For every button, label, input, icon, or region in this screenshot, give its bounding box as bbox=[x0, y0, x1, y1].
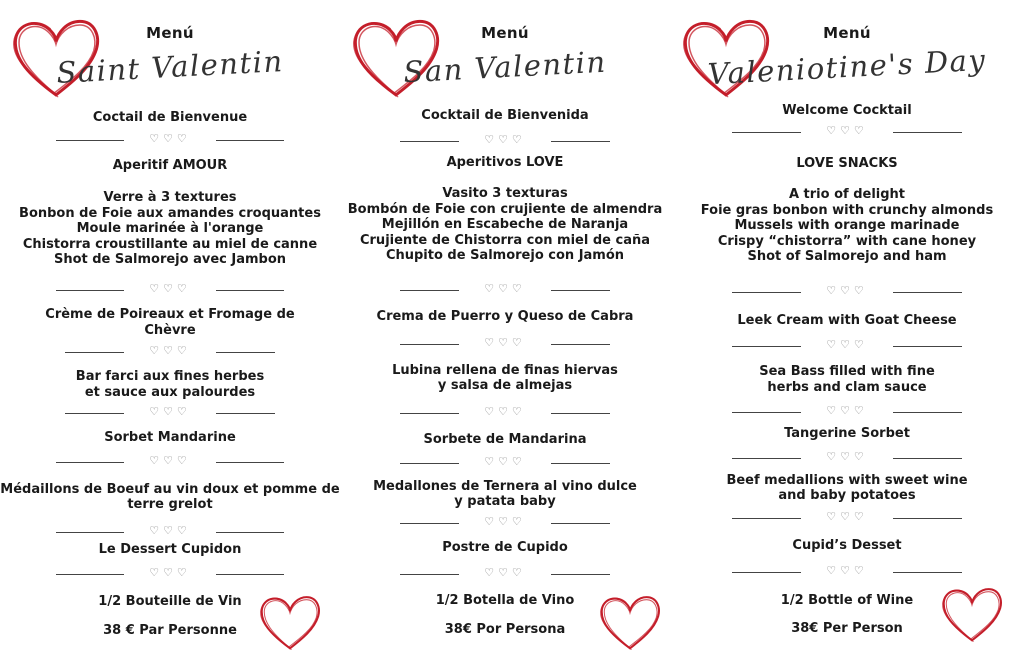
appetizer-item: Shot of Salmorejo and ham bbox=[747, 249, 947, 264]
wine-item: 1/2 Botella de Vino bbox=[435, 593, 575, 608]
appetizer-item: Bonbon de Foie aux amandes croquantes bbox=[19, 205, 321, 221]
welcome-cocktail: Cocktail de Bienvenida bbox=[421, 108, 589, 123]
menu-card bbox=[340, 0, 670, 656]
course-meat: and baby potatoes bbox=[778, 488, 916, 503]
divider-hearts-icon: ♡♡♡ bbox=[149, 454, 191, 467]
course-fish: Sea Bass filled with fine bbox=[759, 364, 935, 379]
section-divider bbox=[400, 284, 610, 296]
appetizer-item: Crujiente de Chistorra con miel de caña bbox=[359, 232, 651, 248]
appetizer-item: Mejillón en Escabeche de Naranja bbox=[381, 217, 629, 232]
section-divider bbox=[56, 526, 284, 538]
welcome-cocktail: Welcome Cocktail bbox=[782, 103, 912, 118]
appetizer-item: Chupito de Salmorejo con Jamón bbox=[385, 248, 625, 263]
welcome-cocktail: Coctail de Bienvenue bbox=[92, 110, 248, 125]
divider-hearts-icon: ♡♡♡ bbox=[149, 132, 191, 145]
course-meat: terre grelot bbox=[127, 497, 213, 512]
section-divider bbox=[732, 406, 962, 418]
section-divider bbox=[400, 135, 610, 147]
divider-hearts-icon: ♡♡♡ bbox=[149, 524, 191, 537]
section-divider bbox=[56, 284, 284, 296]
menu-title: San Valentin bbox=[402, 44, 608, 90]
appetizer-item: Mussels with orange marinade bbox=[734, 218, 960, 233]
appetizer-item: Bombón de Foie con crujiente de almendra bbox=[347, 201, 663, 217]
course-soup: Chèvre bbox=[144, 323, 196, 338]
menu-title: Saint Valentin bbox=[55, 44, 285, 90]
course-meat: y patata baby bbox=[454, 494, 556, 509]
divider-hearts-icon: ♡♡♡ bbox=[826, 564, 868, 577]
divider-hearts-icon: ♡♡♡ bbox=[484, 455, 526, 468]
appetizer-item: Vasito 3 texturas bbox=[442, 186, 568, 201]
section-divider bbox=[65, 407, 275, 419]
price-label: 38€ Per Person bbox=[791, 621, 903, 636]
appetizer-heading: Aperitivos LOVE bbox=[446, 155, 564, 170]
menu-title: Valeniotine's Day bbox=[706, 42, 988, 92]
section-divider bbox=[732, 340, 962, 352]
course-meat: Médaillons de Boeuf au vin doux et pomme de bbox=[0, 482, 340, 497]
divider-hearts-icon: ♡♡♡ bbox=[826, 404, 868, 417]
divider-hearts-icon: ♡♡♡ bbox=[484, 405, 526, 418]
section-divider bbox=[400, 457, 610, 469]
appetizer-item: Shot de Salmorejo avec Jambon bbox=[53, 252, 287, 267]
divider-hearts-icon: ♡♡♡ bbox=[826, 284, 868, 297]
divider-hearts-icon: ♡♡♡ bbox=[149, 566, 191, 579]
menu-label: Menú bbox=[481, 24, 529, 42]
menu-card bbox=[0, 0, 340, 656]
divider-hearts-icon: ♡♡♡ bbox=[149, 282, 191, 295]
course-dessert: Cupid’s Desset bbox=[792, 538, 902, 553]
divider-hearts-icon: ♡♡♡ bbox=[484, 133, 526, 146]
wine-item: 1/2 Bouteille de Vin bbox=[98, 594, 242, 609]
appetizer-item: Crispy “chistorra” with cane honey bbox=[717, 233, 977, 249]
price-label: 38 € Par Personne bbox=[103, 623, 237, 638]
divider-hearts-icon: ♡♡♡ bbox=[484, 282, 526, 295]
divider-hearts-icon: ♡♡♡ bbox=[826, 338, 868, 351]
section-divider bbox=[400, 568, 610, 580]
course-sorbet: Sorbete de Mandarina bbox=[423, 432, 587, 447]
course-meat: Beef medallions with sweet wine bbox=[726, 473, 968, 488]
wine-item: 1/2 Bottle of Wine bbox=[780, 593, 914, 608]
course-dessert: Postre de Cupido bbox=[442, 540, 568, 555]
appetizer-heading: Aperitif AMOUR bbox=[112, 158, 228, 173]
section-divider bbox=[732, 512, 962, 524]
course-fish: Bar farci aux fines herbes bbox=[75, 369, 265, 384]
section-divider bbox=[56, 456, 284, 468]
section-divider bbox=[732, 286, 962, 298]
course-meat: Medallones de Ternera al vino dulce bbox=[373, 479, 637, 494]
appetizer-heading: LOVE SNACKS bbox=[796, 156, 898, 171]
appetizer-item: Verre à 3 textures bbox=[103, 190, 237, 205]
section-divider bbox=[400, 407, 610, 419]
divider-hearts-icon: ♡♡♡ bbox=[826, 510, 868, 523]
appetizer-item: Foie gras bonbon with crunchy almonds bbox=[700, 202, 994, 218]
course-dessert: Le Dessert Cupidon bbox=[98, 542, 242, 557]
course-soup: Crema de Puerro y Queso de Cabra bbox=[376, 309, 634, 324]
divider-hearts-icon: ♡♡♡ bbox=[484, 336, 526, 349]
divider-hearts-icon: ♡♡♡ bbox=[149, 344, 191, 357]
course-fish: herbs and clam sauce bbox=[767, 380, 927, 395]
divider-hearts-icon: ♡♡♡ bbox=[826, 450, 868, 463]
course-fish: et sauce aux palourdes bbox=[84, 385, 256, 400]
divider-hearts-icon: ♡♡♡ bbox=[484, 515, 526, 528]
section-divider bbox=[65, 346, 275, 358]
course-fish: y salsa de almejas bbox=[437, 378, 573, 393]
section-divider bbox=[732, 566, 962, 578]
section-divider bbox=[732, 126, 962, 138]
divider-hearts-icon: ♡♡♡ bbox=[826, 124, 868, 137]
course-fish: Lubina rellena de finas hiervas bbox=[392, 363, 618, 378]
course-soup: Leek Cream with Goat Cheese bbox=[737, 313, 957, 328]
course-sorbet: Sorbet Mandarine bbox=[104, 430, 236, 445]
divider-hearts-icon: ♡♡♡ bbox=[484, 566, 526, 579]
menu-card bbox=[670, 0, 1024, 656]
section-divider bbox=[400, 338, 610, 350]
course-soup: Crème de Poireaux et Fromage de bbox=[45, 307, 295, 322]
section-divider bbox=[400, 517, 610, 529]
menu-label: Menú bbox=[823, 24, 871, 42]
divider-hearts-icon: ♡♡♡ bbox=[149, 405, 191, 418]
section-divider bbox=[732, 452, 962, 464]
section-divider bbox=[56, 134, 284, 146]
menu-label: Menú bbox=[146, 24, 194, 42]
section-divider bbox=[56, 568, 284, 580]
appetizer-item: A trio of delight bbox=[788, 187, 906, 202]
appetizer-item: Moule marinée à l'orange bbox=[76, 221, 264, 236]
course-sorbet: Tangerine Sorbet bbox=[784, 426, 910, 441]
appetizer-item: Chistorra croustillante au miel de canne bbox=[22, 236, 318, 252]
price-label: 38€ Por Persona bbox=[444, 622, 566, 637]
